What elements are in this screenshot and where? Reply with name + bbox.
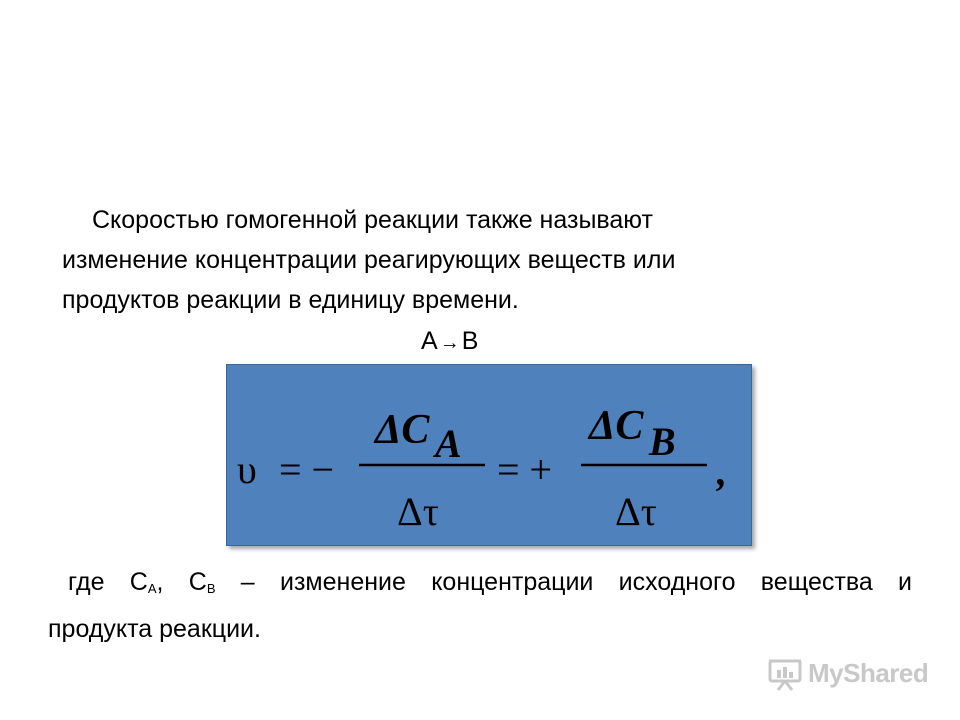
product-label: B [461,327,479,355]
note-text: – изменение концентрации исходного вещества и [215,568,912,596]
formula-subscript-a: A [435,421,462,466]
intro-line-1: Скоростью гомогенной реакции также называют [92,206,653,234]
note-subscript-a: A [147,581,157,596]
note-line-2: продукта реакции. [48,615,261,643]
note-prefix: где С [68,568,148,596]
formula-subscript-b: B [649,419,676,464]
intro-line-3: продуктов реакции в единицу времени. [62,286,519,314]
formula-numerator-b: ΔC [589,403,644,449]
formula-trailing-comma: , [717,449,727,494]
reaction-arrow: → [439,332,460,354]
presentation-board-icon [768,658,802,692]
note-separator: , С [156,568,207,596]
formula-equals-minus: = − [279,447,335,492]
intro-line-2: изменение концентрации реагирующих веществ или [62,246,676,274]
formula-denominator-a: Δτ [397,489,439,534]
formula-denominator-b: Δτ [615,489,657,534]
note-line-1 [48,562,912,609]
watermark [768,656,928,692]
rate-formula [227,365,751,545]
formula-equals-plus: = + [497,447,553,492]
formula-box [226,364,752,546]
formula-rate-symbol: υ [237,447,257,492]
note-subscript-b: B [206,581,216,596]
reactant-label: A [421,327,438,355]
definition-note [48,562,912,649]
watermark-text: MyShared [808,658,929,688]
intro-paragraph [62,200,822,320]
formula-numerator-a: ΔC [375,407,430,453]
reaction-scheme [421,321,478,363]
